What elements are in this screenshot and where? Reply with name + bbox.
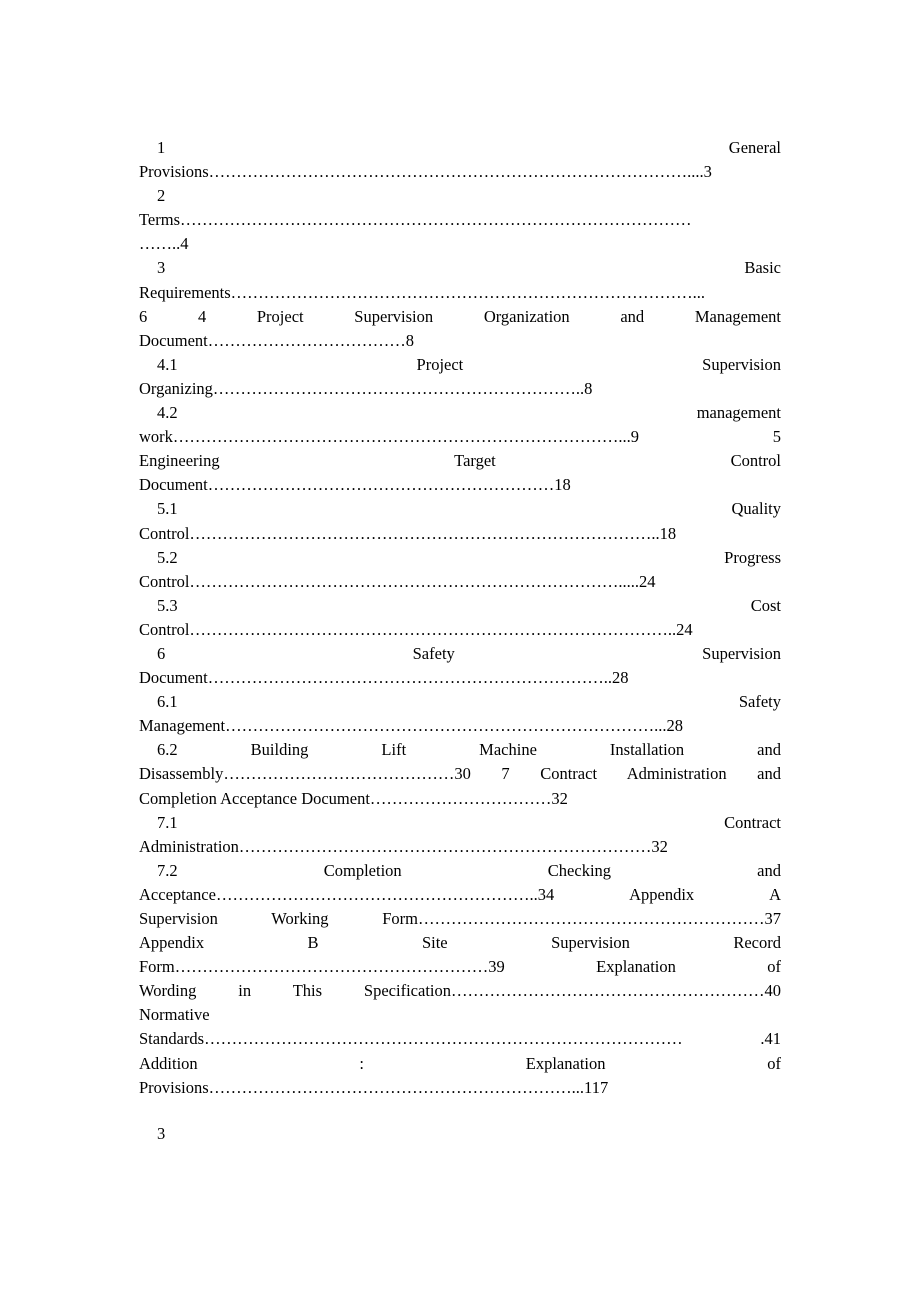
toc-line: 5.2 Progress	[157, 547, 781, 567]
toc-line: Organizing…………………………………………………………..8	[139, 378, 593, 398]
toc-line: 6 Safety Supervision	[157, 643, 781, 663]
toc-line: Requirements…………………………………………………………………………...	[139, 282, 706, 302]
toc-line: Control…………………………………………………………………………..18	[139, 523, 677, 543]
toc-line: Addition : Explanation of	[139, 1053, 781, 1073]
toc-line: Standards…………………………………………………………………………… .41	[139, 1029, 781, 1049]
toc-line: 2	[157, 186, 166, 206]
toc-line: Provisions……………………………………………………………………………....3	[139, 162, 712, 182]
toc-line: 1 General	[157, 138, 781, 157]
toc-line: 7.1 Contract	[157, 812, 781, 832]
toc-line: work………………………………………………………………………...9 5	[139, 427, 781, 447]
toc-line: Appendix B Site Supervision Record	[139, 933, 781, 953]
toc-line: Disassembly……………………………………30 7 Contract Administration and	[139, 764, 781, 784]
toc-line: 6 4 Project Supervision Organization and Management	[139, 306, 781, 326]
toc-line: Completion Acceptance Document……………………………32	[139, 788, 568, 808]
toc-line: Document………………………………………………………………..28	[139, 668, 629, 688]
toc-line: Management……………………………………………………………………...28	[139, 716, 684, 736]
toc-line: Control……………………………………………………………………………..24	[139, 619, 693, 639]
toc-line: 4.2 management	[157, 403, 781, 423]
toc-line: Control…………………………………………………………………….....24	[139, 571, 656, 591]
toc-line: Administration…………………………………………………………………32	[139, 836, 668, 856]
toc-line: Normative	[139, 1005, 210, 1025]
toc-line: 5.3 Cost	[157, 595, 781, 615]
toc-line: 6.1 Safety	[157, 692, 781, 712]
toc-line: ……..4	[139, 234, 189, 254]
toc-line: Provisions…………………………………………………………...117	[139, 1077, 609, 1097]
toc-line: 7.2 Completion Checking and	[157, 860, 781, 880]
toc-line: Form…………………………………………………39 Explanation of	[139, 957, 781, 977]
toc-line: 5.1 Quality	[157, 499, 781, 519]
toc-line: Acceptance…………………………………………………..34 Appendix A	[139, 884, 781, 904]
toc-line: Document………………………………………………………18	[139, 475, 571, 495]
page-number: 3	[157, 1124, 166, 1143]
toc-line: 3 Basic	[157, 258, 781, 278]
toc-line: Wording in This Specification…………………………………………………40	[139, 981, 781, 1001]
toc-line: Engineering Target Control	[139, 451, 781, 471]
toc-line: Document………………………………8	[139, 330, 414, 350]
toc-line: Terms…………………………………………………………………………………	[139, 210, 692, 230]
toc-line: 6.2 Building Lift Machine Installation and	[157, 740, 781, 760]
toc-line: Supervision Working Form………………………………………………………37	[139, 909, 781, 928]
toc-line: 4.1 Project Supervision	[157, 354, 781, 374]
table-of-contents	[139, 136, 781, 1100]
